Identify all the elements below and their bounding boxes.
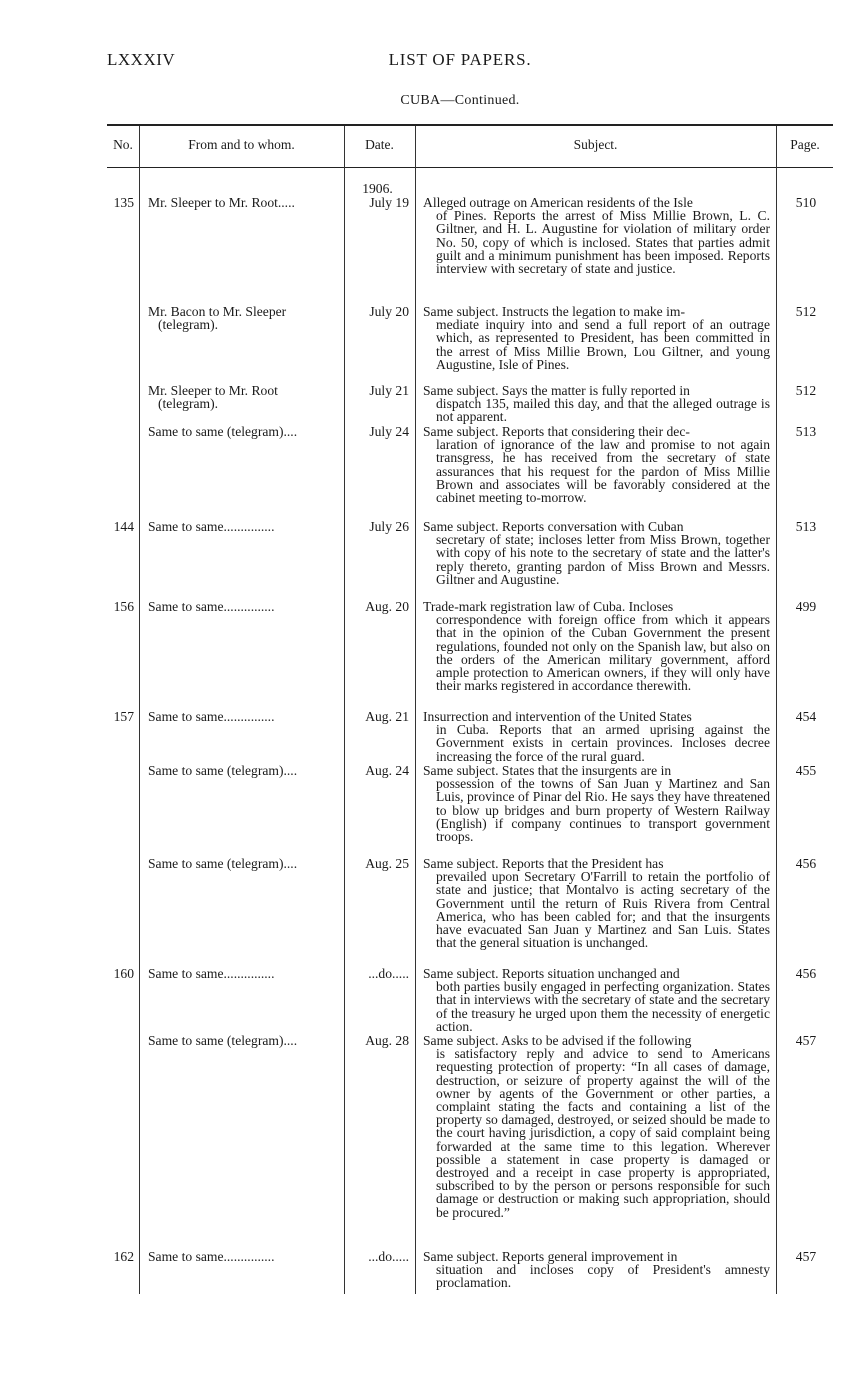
row-subject-continuation: mediate inquiry into and send a full report of an outrage which, as represented to President, has been committed in the arrest of Miss Millie Brown, Lou Giltner, and young Augustine, Isle of Pines. — [436, 317, 770, 372]
column-header-from: From and to whom. — [188, 137, 295, 152]
row-correspondents — [148, 1250, 344, 1263]
row-page: 455 — [795, 763, 817, 778]
row-subject-continuation: in Cuba. Reports that an armed uprising against the Government exists in certain provinces. Incloses decree increasing the force of the rural guard. — [436, 722, 770, 764]
row-correspondents — [148, 857, 344, 870]
row-subject — [423, 520, 770, 586]
row-from-continuation: (telegram). — [158, 317, 219, 333]
row-subject — [423, 384, 770, 424]
row-subject-first-line: Same subject. States that the insurgents are in — [423, 763, 672, 778]
row-subject — [423, 1034, 770, 1219]
row-subject-continuation: correspondence with foreign office from which it appears that in the opinion of the Cuban Government the present regulations, founded not only on the Spanish law, but also on the orders of the American military government, afford ample protection to American owners, if they will only have their marks registered in accordance therewith. — [436, 612, 770, 694]
page-title: LIST OF PAPERS. — [388, 50, 532, 69]
year-label: 1906. — [362, 181, 393, 196]
row-subject-first-line: Same subject. Reports that considering their dec- — [423, 424, 690, 439]
page-number: LXXXIV — [107, 50, 176, 69]
header-bottom-rule — [107, 167, 833, 168]
row-date: Aug. 20 — [365, 599, 409, 614]
row-correspondents — [148, 384, 344, 410]
column-header-page: Page. — [790, 137, 820, 152]
row-from-line: Same to same............... — [148, 519, 275, 534]
column-header-no: No. — [113, 137, 133, 152]
row-correspondents — [148, 196, 344, 209]
row-subject-continuation: situation and incloses copy of President's amnesty proclamation. — [436, 1262, 770, 1291]
row-date: July 19 — [369, 195, 409, 210]
row-correspondents — [148, 425, 344, 438]
row-subject — [423, 764, 770, 843]
row-page: 454 — [795, 709, 817, 724]
row-subject-first-line: Same subject. Asks to be advised if the following — [423, 1033, 692, 1048]
row-subject-continuation: secretary of state; incloses letter from Miss Brown, together with copy of his note to the secretary of state and the latter's reply thereto, granting pardon of Miss Brown and Messrs. Giltner and Augustine. — [436, 532, 770, 587]
row-subject-first-line: Alleged outrage on American residents of the Isle — [423, 195, 693, 210]
row-from-line: Same to same............... — [148, 1249, 275, 1264]
row-correspondents — [148, 764, 344, 777]
row-number: 156 — [113, 599, 134, 614]
row-number: 162 — [113, 1249, 134, 1264]
column-divider-from — [344, 126, 345, 1294]
row-page: 513 — [795, 519, 817, 534]
row-correspondents — [148, 1034, 344, 1047]
row-date: July 26 — [369, 519, 409, 534]
row-number: 135 — [113, 195, 134, 210]
row-from-line: Same to same (telegram).... — [148, 1033, 298, 1048]
row-from-line: Same to same............... — [148, 599, 275, 614]
row-subject-first-line: Same subject. Says the matter is fully reported in — [423, 383, 690, 398]
row-subject-continuation: dispatch 135, mailed this day, and that the alleged outrage is not apparent. — [436, 396, 770, 425]
row-from-line: Mr. Bacon to Mr. Sleeper — [148, 304, 287, 319]
row-number: 144 — [113, 519, 134, 534]
row-from-line: Same to same............... — [148, 709, 275, 724]
row-date: July 21 — [369, 383, 409, 398]
table-top-rule — [107, 124, 833, 126]
row-subject — [423, 425, 770, 504]
row-page: 510 — [795, 195, 817, 210]
row-page: 512 — [795, 304, 817, 319]
row-date: July 20 — [369, 304, 409, 319]
column-divider-date — [415, 126, 416, 1294]
row-subject — [423, 305, 770, 371]
row-subject-continuation: both parties busily engaged in perfecting organization. States that in interviews with the secretary of state and the secretary of the treasury he urged upon them the necessity of energetic action. — [436, 979, 770, 1034]
row-from-continuation: (telegram). — [158, 396, 219, 412]
row-subject-first-line: Trade-mark registration law of Cuba. Incloses — [423, 599, 674, 614]
row-page: 499 — [795, 599, 817, 614]
row-from-line: Mr. Sleeper to Mr. Root..... — [148, 195, 295, 210]
row-from-line: Same to same (telegram).... — [148, 424, 298, 439]
row-from-line: Same to same (telegram).... — [148, 763, 298, 778]
row-subject-first-line: Same subject. Reports situation unchanged and — [423, 966, 680, 981]
row-subject-continuation: laration of ignorance of the law and promise to not again transgress, he has received from the secretary of state assurances that his request for the pardon of Miss Millie Brown and associates will be favorably considered at the cabinet meeting to-morrow. — [436, 437, 770, 506]
row-from-line: Same to same............... — [148, 966, 275, 981]
row-date: Aug. 28 — [365, 1033, 409, 1048]
row-subject — [423, 196, 770, 275]
row-correspondents — [148, 520, 344, 533]
row-correspondents — [148, 600, 344, 613]
row-date: ...do..... — [368, 966, 409, 981]
page-subtitle: CUBA—Continued. — [400, 93, 520, 108]
row-subject-continuation: possession of the towns of San Juan y Martinez and San Luis, province of Pinar del Rio. He says they have threatened to blow up bridges and burn property of Western Railway (English) if company continues to transport government troops. — [436, 776, 770, 845]
column-divider-subject — [776, 126, 777, 1294]
column-header-subject: Subject. — [573, 137, 618, 152]
row-correspondents — [148, 967, 344, 980]
row-page: 457 — [795, 1033, 817, 1048]
row-subject-continuation: prevailed upon Secretary O'Farrill to retain the portfolio of state and justice; that Montalvo is acting secretary of the Government until the return of Ruis Rivera from Central America, who has been cabled for; and that the insurgents have evacuated San Juan y Martinez and San Luis. States that the general situation is unchanged. — [436, 869, 770, 951]
row-date: July 24 — [369, 424, 409, 439]
row-correspondents — [148, 710, 344, 723]
row-subject — [423, 600, 770, 692]
row-subject-first-line: Same subject. Reports conversation with Cuban — [423, 519, 684, 534]
column-header-date: Date. — [365, 137, 394, 152]
row-subject-first-line: Same subject. Instructs the legation to make im- — [423, 304, 685, 319]
row-subject — [423, 857, 770, 949]
row-subject-first-line: Same subject. Reports general improvement in — [423, 1249, 678, 1264]
row-number: 160 — [113, 966, 134, 981]
row-subject — [423, 1250, 770, 1290]
row-subject — [423, 710, 770, 763]
row-from-line: Mr. Sleeper to Mr. Root — [148, 383, 278, 398]
row-correspondents — [148, 305, 344, 331]
row-page: 457 — [795, 1249, 817, 1264]
row-number: 157 — [113, 709, 134, 724]
row-subject — [423, 967, 770, 1033]
row-from-line: Same to same (telegram).... — [148, 856, 298, 871]
row-date: Aug. 25 — [365, 856, 409, 871]
row-subject-continuation: of Pines. Reports the arrest of Miss Millie Brown, L. C. Giltner, and H. L. Augustine for violation of military order No. 50, copy of which is inclosed. States that parties admit guilt and a minimum punishment has been imposed. Reports interview with secretary of state and justice. — [436, 208, 770, 277]
row-subject-continuation: is satisfactory reply and advice to send to Americans requesting protection of property: “In all cases of damage, destruction, or seizure of property against the will of the owner by agents of the Government or other parties, a complaint stating the facts and containing a list of the property so damaged, destroyed, or seized should be made to the court having jurisdiction, a copy of said complaint being forwarded at the same time to this legation. Wherever possible a statement in case property is damaged or destroyed and a receipt in case property is appropriated, subscribed to by the person or persons responsible for such damage or destruction or making such appropriation, should be procured.” — [436, 1046, 770, 1220]
row-page: 456 — [795, 966, 817, 981]
row-page: 513 — [795, 424, 817, 439]
row-date: ...do..... — [368, 1249, 409, 1264]
row-date: Aug. 21 — [365, 709, 409, 724]
column-divider-no — [139, 126, 140, 1294]
row-page: 512 — [795, 383, 817, 398]
row-subject-first-line: Insurrection and intervention of the United States — [423, 709, 692, 724]
row-date: Aug. 24 — [365, 763, 409, 778]
row-subject-first-line: Same subject. Reports that the President has — [423, 856, 664, 871]
row-page: 456 — [795, 856, 817, 871]
